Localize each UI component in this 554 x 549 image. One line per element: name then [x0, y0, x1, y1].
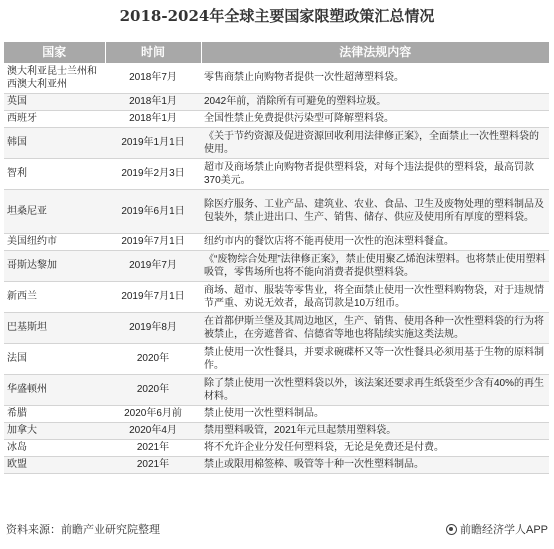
country-cell: 英国: [4, 93, 105, 110]
source-note: 资料来源：前瞻产业研究院整理: [6, 524, 160, 536]
table-row: [4, 374, 549, 405]
date-cell: 2020年4月: [105, 422, 201, 439]
law-cell: 禁止使用一次性餐具，并要求碗碟杯又等一次性餐具必须用基于生物的原料制作。: [201, 343, 549, 374]
date-cell: 2019年6月1日: [105, 189, 201, 233]
law-cell: 2042年前，消除所有可避免的塑料垃圾。: [201, 93, 549, 110]
table-row: [4, 456, 549, 473]
country-cell: 美国纽约市: [4, 233, 105, 250]
table-row: [4, 189, 549, 233]
law-cell: 除了禁止使用一次性塑料袋以外，该法案还要求再生纸袋至少含有40%的再生材料。: [201, 374, 549, 405]
law-cell: 超市及商场禁止向购物者提供塑料袋，对每个违法提供的塑料袋，最高罚款370美元。: [201, 158, 549, 189]
date-cell: 2019年1月1日: [105, 127, 201, 158]
law-cell: 全国性禁止免费提供污染型可降解塑料袋。: [201, 110, 549, 127]
date-cell: 2020年: [105, 374, 201, 405]
date-cell: 2021年: [105, 456, 201, 473]
table-row: [4, 439, 549, 456]
country-cell: 哥斯达黎加: [4, 250, 105, 281]
country-cell: 加拿大: [4, 422, 105, 439]
law-cell: 禁用塑料吸管，2021年元旦起禁用塑料袋。: [201, 422, 549, 439]
table-row: [4, 405, 549, 422]
country-cell: 希腊: [4, 405, 105, 422]
table-row: [4, 158, 549, 189]
table-row: [4, 93, 549, 110]
law-cell: 除医疗服务、工业产品、建筑业、农业、食品、卫生及废物处理的塑料制品及包装外，禁止进出口、生产、销售、储存、供应及使用所有厚度的塑料袋。: [201, 189, 549, 233]
date-cell: 2020年: [105, 343, 201, 374]
country-cell: 新西兰: [4, 281, 105, 312]
table-row: [4, 250, 549, 281]
country-cell: 巴基斯坦: [4, 312, 105, 343]
country-cell: 法国: [4, 343, 105, 374]
law-cell: 零售商禁止向购物者提供一次性超薄塑料袋。: [201, 63, 549, 93]
law-cell: 《“废物综合处理”法律修正案》，禁止使用聚乙烯泡沫塑料。也将禁止使用塑料吸管，零售场所也将不能向消费者提供塑料袋。: [201, 250, 549, 281]
header-date: 时间: [105, 42, 201, 63]
date-cell: 2018年7月: [105, 63, 201, 93]
law-cell: 禁止使用一次性塑料制品。: [201, 405, 549, 422]
country-cell: 韩国: [4, 127, 105, 158]
law-cell: 纽约市内的餐饮店将不能再使用一次性的泡沫塑料餐盒。: [201, 233, 549, 250]
table-row: [4, 110, 549, 127]
table-row: [4, 422, 549, 439]
page-title: 2018-2024年全球主要国家限塑政策汇总情况: [119, 7, 435, 25]
law-cell: 商场、超市、服装等零售业，将全面禁止使用一次性塑料购物袋，对于违规情节严重、劝说无效者，最高罚款是10万纽币。: [201, 281, 549, 312]
date-cell: 2018年1月: [105, 93, 201, 110]
brand: [446, 521, 548, 537]
table-row: [4, 233, 549, 250]
law-cell: 禁止或限用棉签棒、吸管等十种一次性塑料制品。: [201, 456, 549, 473]
country-cell: 华盛顿州: [4, 374, 105, 405]
header-country: 国家: [4, 42, 105, 63]
date-cell: 2021年: [105, 439, 201, 456]
country-cell: 坦桑尼亚: [4, 189, 105, 233]
table-header: [4, 42, 549, 63]
law-cell: 在首都伊斯兰堡及其周边地区，生产、销售、使用各种一次性塑料袋的行为将被禁止，在旁遮普省、信德省等地也将陆续实施这类法规。: [201, 312, 549, 343]
country-cell: 西班牙: [4, 110, 105, 127]
country-cell: 冰岛: [4, 439, 105, 456]
date-cell: 2020年6月前: [105, 405, 201, 422]
country-cell: 欧盟: [4, 456, 105, 473]
country-cell: 智利: [4, 158, 105, 189]
table-row: [4, 343, 549, 374]
date-cell: 2018年1月: [105, 110, 201, 127]
table-row: [4, 281, 549, 312]
brand-label: 前瞻经济学人APP: [459, 524, 548, 536]
date-cell: 2019年7月: [105, 250, 201, 281]
table-body: [4, 63, 549, 473]
date-cell: 2019年2月3日: [105, 158, 201, 189]
date-cell: 2019年7月1日: [105, 233, 201, 250]
country-cell: 澳大利亚昆士兰州和西澳大利亚州: [4, 63, 105, 93]
policy-table: [4, 42, 549, 474]
date-cell: 2019年7月1日: [105, 281, 201, 312]
law-cell: 《关于节约资源及促进资源回收利用法律修正案》，全面禁止一次性塑料袋的使用。: [201, 127, 549, 158]
date-cell: 2019年8月: [105, 312, 201, 343]
qianzhan-logo-icon: [446, 524, 457, 535]
header-law: 法律法规内容: [201, 42, 549, 63]
table-row: [4, 127, 549, 158]
table-row: [4, 312, 549, 343]
table-row: [4, 63, 549, 93]
law-cell: 将不允许企业分发任何塑料袋，无论是免费还是付费。: [201, 439, 549, 456]
